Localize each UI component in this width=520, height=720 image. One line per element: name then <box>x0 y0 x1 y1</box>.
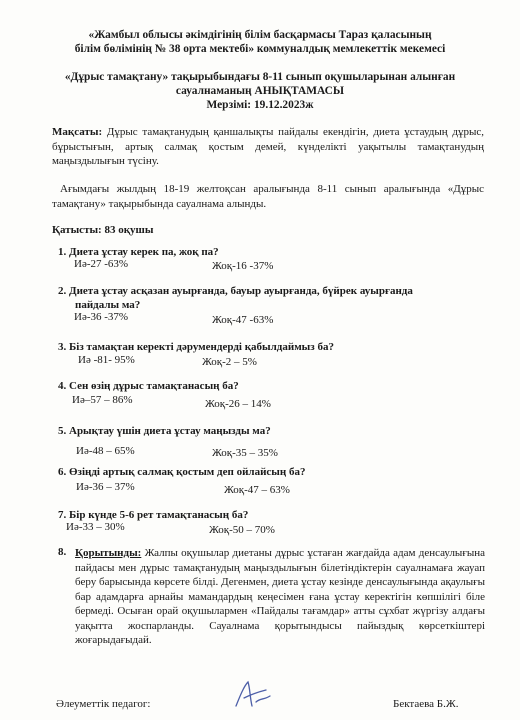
question-1 <box>58 245 219 259</box>
question-6-no: Жоқ-47 – 63% <box>224 484 290 496</box>
question-7-yes: Иә-33 – 30% <box>66 521 125 533</box>
question-number: 3. <box>58 341 67 353</box>
conclusion-number: 8. <box>58 546 67 558</box>
question-2-no: Жоқ-47 -63% <box>212 314 274 326</box>
question-text: Сен өзің дұрыс тамақтанасың ба? <box>69 380 239 392</box>
document-date: Мерзімі: 19.12.2023ж <box>206 99 314 111</box>
question-7 <box>58 508 248 522</box>
question-number: 5. <box>58 425 67 437</box>
question-4-yes: Иә–57 – 86% <box>72 394 133 406</box>
intro-paragraph: Ағымдағы жылдың 18-19 желтоқсан аралығында 8-11 сынып аралығында «Дұрыс тамақтану» тақырыбында сауалнама алынды. <box>52 183 484 210</box>
conclusion-paragraph <box>75 546 485 648</box>
question-text: Диета ұстау асқазан ауырғанда, бауыр ауырғанда, бүйрек ауырғанда <box>69 285 413 297</box>
handwritten-signature <box>230 678 278 712</box>
conclusion-text: Жалпы оқушылар диетаны дұрыс ұстаған жағдайда адам денсаулығына пайдасы мен дұрыс тамақтанудың маңыздылығын білетіндіктерін сауалнамаға жауап беру барысында көрсете білді. Дегенмен, диета ұстау кезінде денсаулығында ақаулығы бар адамдарға арнайы мамандардың кеңесімен ғана ұстау керектігін көпшілігі біле бермеді. Осыған орай оқушылармен «Пайдалы тағамдар» атты сұхбат жүргізу алдағы уақытта жоспарланды. Сауалнама қорытындысы пайыздық көрсеткіштері жоғарыдағыдай. <box>75 547 485 646</box>
question-number: 7. <box>58 509 67 521</box>
question-number: 4. <box>58 380 67 392</box>
question-number: 6. <box>58 466 67 478</box>
purpose-paragraph <box>52 125 484 169</box>
question-6-yes: Иә-36 – 37% <box>76 481 135 493</box>
question-2-yes: Иә-36 -37% <box>74 311 129 323</box>
title-line-1: «Дұрыс тамақтану» тақырыбындағы 8-11 сынып оқушыларынан алынған <box>64 71 456 83</box>
question-4 <box>58 379 239 393</box>
signatory-name: Бектаева Б.Ж. <box>393 698 459 710</box>
question-7-no: Жоқ-50 – 70% <box>209 524 275 536</box>
purpose-text: Дұрыс тамақтанудың қаншалықты пайдалы екендігін, диета ұстаудың дұрыс, бұрыстығын, артық салмақ қостым демей, күнделікті уақытылы тамақтанудың маңыздылығын түсіну. <box>52 126 484 167</box>
question-number: 2. <box>58 285 67 297</box>
question-1-no: Жоқ-16 -37% <box>212 260 274 272</box>
question-5 <box>58 424 271 438</box>
question-number: 1. <box>58 246 67 258</box>
title-line-2: сауалнаманың АНЫҚТАМАСЫ <box>175 85 345 97</box>
question-3 <box>58 340 334 354</box>
header-line-2: білім бөлімінің № 38 орта мектебі» коммуналдық мемлекеттік мекемесі <box>74 43 446 55</box>
signatory-role: Әлеуметтік педагог: <box>56 698 151 710</box>
question-2 <box>58 284 413 298</box>
question-5-yes: Иә-48 – 65% <box>76 445 135 457</box>
question-text: Бір күнде 5-6 рет тамақтанасың ба? <box>69 509 249 521</box>
question-6 <box>58 465 305 479</box>
conclusion-label: Қорытынды: <box>75 547 142 559</box>
header-line-1: «Жамбыл облысы әкімдігінің білім басқармасы Тараз қаласының <box>88 29 432 41</box>
question-4-no: Жоқ-26 – 14% <box>205 398 271 410</box>
question-3-yes: Иә -81- 95% <box>78 354 135 366</box>
participants-count: Қатысты: 83 оқушы <box>52 224 154 236</box>
question-1-yes: Иә-27 -63% <box>74 258 129 270</box>
question-5-no: Жоқ-35 – 35% <box>212 447 278 459</box>
question-text: Өзіңді артық салмақ қостым деп ойлайсың ба? <box>69 466 306 478</box>
question-text: Біз тамақтан керекті дәрумендерді қабылдаймыз ба? <box>69 341 334 353</box>
question-text: Арықтау үшін диета ұстау маңызды ма? <box>69 425 271 437</box>
question-text: Диета ұстау керек па, жоқ па? <box>69 246 219 258</box>
question-3-no: Жоқ-2 – 5% <box>202 356 257 368</box>
purpose-label: Мақсаты: <box>52 126 103 138</box>
question-2-line-2: пайдалы ма? <box>75 299 141 311</box>
